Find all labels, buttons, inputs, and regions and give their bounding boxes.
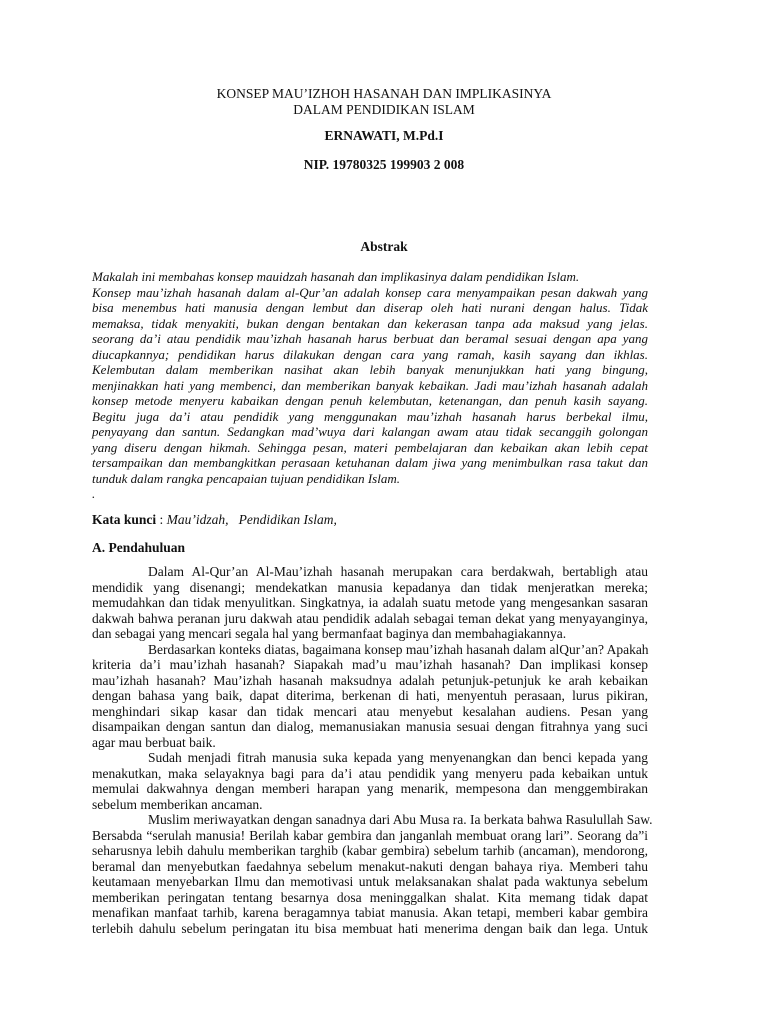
paragraph-line: menakutkan, maka selayaknya bagi para da’i atau pendidik yang menyeru pada kebaikan untuk: [92, 765, 648, 781]
abstract-line: tersampaikan dan membangkitkan perasaan ketuhanan dalam jiwa yang menimbulkan rasa takut dan: [92, 455, 648, 470]
abstract-line: memaksa, tidak menyakiti, bukan dengan bentakan dan kekerasan tanpa ada maksud yang jelas.: [92, 315, 648, 331]
paragraph-line: sebelum memberikan ancaman.: [92, 796, 263, 812]
abstract-line: Konsep mau’izhah hasanah dalam al-Qur’an adalah konsep cara menyampaikan pesan dakwah yang: [92, 284, 648, 300]
keywords-separator: :: [156, 512, 167, 527]
abstract-line: yang diseru dengan hikmah. Sehingga pesan, materi pembelajaran dan kebaikan akan lebih cepat: [92, 439, 648, 455]
paragraph-line: seharusnya lebih dahulu memberikan targhib (kabar gembira) sebelum tarhib (ancaman), mendorong,: [92, 843, 648, 858]
paragraph-line: Bersabda “serulah manusia! Berilah kabar gembira dan janganlah membuat orang lari”. Seorang da”i: [92, 827, 648, 843]
paragraph-line: keutamaan menyebarkan Ilmu dan memotivasi untuk melaksanakan shalat pada waktunya sebelum: [92, 874, 648, 889]
abstract-line: menjinakkan hati yang membenci, dan memberikan banyak kebaikan. Jadi mau’izhah hasanah adalah: [92, 377, 648, 393]
keywords-value: Mau’idzah, Pendidikan Islam,: [166, 512, 337, 527]
paragraph-line: menafikan manfaat tarhib, karena beragamnya tabiat manusia. Akan tetapi, memberi kabar gembira: [92, 905, 648, 920]
title-line-1: KONSEP MAU’IZHOH HASANAH DAN IMPLIKASINYA: [216, 86, 552, 101]
abstract-line: seorang da’i atau pendidik mau’izhah hasanah harus berbuat dan beramal sesuai dengan apa yang: [92, 331, 648, 346]
paragraph-line: Berdasarkan konteks diatas, bagaimana konsep mau’izhah hasanah dalam alQur’an? Apakah: [148, 641, 649, 657]
keywords: [92, 512, 337, 528]
author-name: ERNAWATI, M.Pd.I: [324, 128, 444, 143]
section-body: [92, 564, 653, 936]
paragraph-line: agar mau berbuat baik.: [92, 734, 216, 750]
paragraph-line: kriteria da’i mau’izhah hasanah? Siapakah mad’u mau’izhah hasanah? Dan implikasi konsep: [92, 657, 648, 672]
paragraph-line: terlebih dahulu sebelum peringatan itu bisa membuat hati menerima dengan baik dan lega. Untuk: [92, 920, 648, 936]
abstract-heading: Abstrak: [360, 239, 408, 254]
paragraph-line: mau’izhah hasanah? Mau’izhah hasanah maksudnya adalah petunjuk-petunjuk ke arah kebaikan: [92, 672, 648, 688]
paper-title: [0, 86, 768, 118]
paragraph-line: memulai dakwahnya dengan memberi harapan yang menarik, mempesona dan menggembirakan: [92, 781, 648, 796]
paragraph-line: beramal dan menyebutkan faedahnya sebelum menakut-nakuti dengan bahaya riya. Memberi tahu: [92, 858, 648, 874]
abstract-line: .: [92, 486, 96, 501]
section-heading-pendahuluan: A. Pendahuluan: [92, 540, 186, 555]
paragraph-line: memberikan peringatan tentang besarnya dosa meninggalkan shalat. Kita memang tidak dapat: [92, 889, 648, 905]
abstract-line: tunduk dalam rangka pencapaian tujuan pendidikan Islam.: [92, 470, 400, 486]
abstract-line: Kelembutan dalam memberikan nasihat akan lebih banyak menunjukkan hati yang bingung,: [92, 362, 648, 377]
abstract-body: [92, 269, 648, 502]
paragraph-line: Dalam Al-Qur’an Al-Mau’izhah hasanah merupakan cara berdakwah, bertabligh atau: [148, 564, 648, 579]
title-line-2: DALAM PENDIDIKAN ISLAM: [293, 102, 475, 117]
paragraph-line: menghindari sikap kasar dan tidak mencari atau menyebut kesalahan audiens. Pesan yang: [92, 703, 648, 719]
abstract-line: penyayang dan santun. Sedangkan mad’wuya dari kalangan awam atau tidak secanggih golongan: [92, 424, 648, 439]
paragraph-line: dakwah bahwa peranan juru dakwah atau pendidik adalah sebagai teman dekat yang menyayanginya,: [92, 610, 648, 626]
paragraph-line: memudahkan dan tidak menyulitkan. Singkatnya, ia adalah suatu metode yang mengesankan sasaran: [92, 595, 648, 610]
paragraph-line: dan sebagai yang mencari segala hal yang bermanfaat baginya dan membahagiakannya.: [92, 626, 567, 641]
abstract-line: bisa menembus hati manusia dengan lembut dan diserap oleh hati nurani dengan halus. Tidak: [92, 300, 648, 315]
abstract-line: konsep metode menyeru kabaikan dengan penuh kelembutan, ketenangan, dan penuh kasih sayang.: [92, 393, 648, 408]
paragraph-line: mendidik yang disenangi; mendekatkan manusia kepadanya dan tidak menjeratkan mereka;: [92, 579, 648, 595]
abstract-line: Makalah ini membahas konsep mauidzah hasanah dan implikasinya dalam pendidikan Islam.: [92, 269, 580, 284]
abstract-line: Begitu juga da’i atau pendidik yang menggunakan mau’izhah hasanah harus berbekal ilmu,: [92, 408, 648, 424]
keywords-label: Kata kunci: [92, 512, 157, 527]
paragraph-line: Muslim meriwayatkan dengan sanadnya dari Abu Musa ra. Ia berkata bahwa Rasulullah Saw.: [148, 812, 653, 827]
paragraph-line: Sudah menjadi fitrah manusia suka kepada yang menyenangkan dan benci kepada yang: [148, 750, 648, 765]
author-nip: NIP. 19780325 199903 2 008: [303, 157, 465, 172]
paragraph-line: disampaikan dengan santun dan dialog, memanusiakan manusia sesuai dengan fitrahnya yang suci: [92, 719, 648, 734]
paragraph-line: dengan bahasa yang baik, dapat diterima, berkenan di hati, menyentuh perasaan, lurus pikiran,: [92, 688, 648, 703]
abstract-line: diucapkannya; pendidikan harus dilakukan dengan cara yang ramah, kasih sayang dan ikhlas.: [92, 346, 648, 362]
